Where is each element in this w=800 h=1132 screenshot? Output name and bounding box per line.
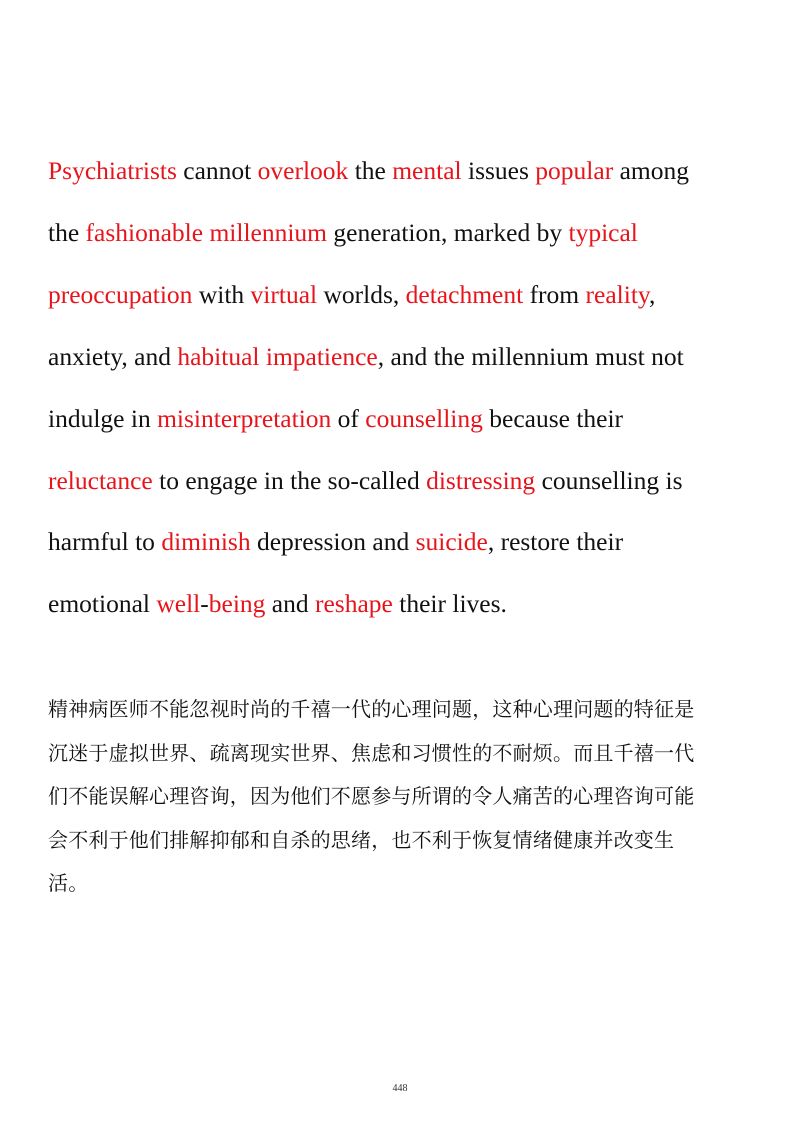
text-segment: the <box>348 156 393 185</box>
text-segment: , <box>649 279 656 309</box>
highlighted-word: popular <box>535 156 614 185</box>
highlighted-word: distressing <box>426 465 536 495</box>
highlighted-word: preoccupation <box>48 279 193 309</box>
highlighted-word: well <box>156 589 201 619</box>
text-segment: from <box>523 279 586 309</box>
text-segment: issues <box>461 156 536 185</box>
text-segment: worlds, <box>317 279 406 309</box>
text-segment: among <box>613 156 689 185</box>
english-line <box>48 450 748 512</box>
highlighted-word: suicide <box>415 527 488 557</box>
highlighted-word: mental <box>392 156 462 185</box>
english-line <box>48 264 748 326</box>
text-segment: counselling is <box>535 465 683 495</box>
chinese-translation-paragraph <box>48 688 748 906</box>
text-segment: and <box>265 589 315 619</box>
chinese-line: 们不能误解心理咨询，因为他们不愿参与所谓的令人痛苦的心理咨询可能 <box>48 784 695 808</box>
text-segment: cannot <box>176 156 258 185</box>
text-segment: - <box>200 589 209 619</box>
highlighted-word: reluctance <box>48 465 153 495</box>
text-segment: harmful to <box>48 527 162 557</box>
text-segment: the <box>48 217 86 247</box>
chinese-line: 会不利于他们排解抑郁和自杀的思绪，也不利于恢复情绪健康并改变生 <box>48 827 675 852</box>
highlighted-word: habitual impatience <box>177 341 378 371</box>
english-line <box>48 326 748 388</box>
highlighted-word: diminish <box>161 527 251 557</box>
highlighted-word: virtual <box>250 279 318 309</box>
english-line <box>48 140 748 202</box>
highlighted-word: fashionable millennium <box>85 217 328 247</box>
text-segment: their lives. <box>392 589 507 619</box>
highlighted-word: reality <box>585 279 649 309</box>
text-segment: depression and <box>250 527 416 557</box>
highlighted-word: detachment <box>405 279 524 309</box>
highlighted-word: misinterpretation <box>157 403 332 433</box>
text-segment: emotional <box>48 589 157 619</box>
chinese-line: 活。 <box>48 871 89 895</box>
highlighted-word: Psychiatrists <box>48 156 177 185</box>
text-segment: , restore their <box>487 527 624 557</box>
text-segment: anxiety, and <box>48 341 178 371</box>
chinese-line: 精神病医师不能忽视时尚的千禧一代的心理问题，这种心理问题的特征是 <box>48 697 695 721</box>
text-segment: indulge in <box>48 403 158 433</box>
english-line <box>48 202 748 264</box>
highlighted-word: typical <box>568 217 638 247</box>
highlighted-word: counselling <box>365 403 483 433</box>
highlighted-word: overlook <box>257 156 349 185</box>
text-segment: because their <box>482 403 624 433</box>
english-line <box>48 573 748 635</box>
highlighted-word: reshape <box>315 589 393 619</box>
chinese-line: 沉迷于虚拟世界、疏离现实世界、焦虑和习惯性的不耐烦。而且千禧一代 <box>48 740 695 765</box>
english-line <box>48 511 748 573</box>
english-line <box>48 388 748 450</box>
highlighted-word: being <box>208 589 266 619</box>
english-paragraph <box>48 140 748 635</box>
text-segment: to engage in the so-called <box>152 465 427 495</box>
page-number: 448 <box>392 1083 408 1094</box>
text-segment: generation, marked by <box>327 217 569 247</box>
text-segment: of <box>331 403 366 433</box>
text-segment: with <box>192 279 251 309</box>
text-segment: , and the millennium must not <box>377 341 684 371</box>
